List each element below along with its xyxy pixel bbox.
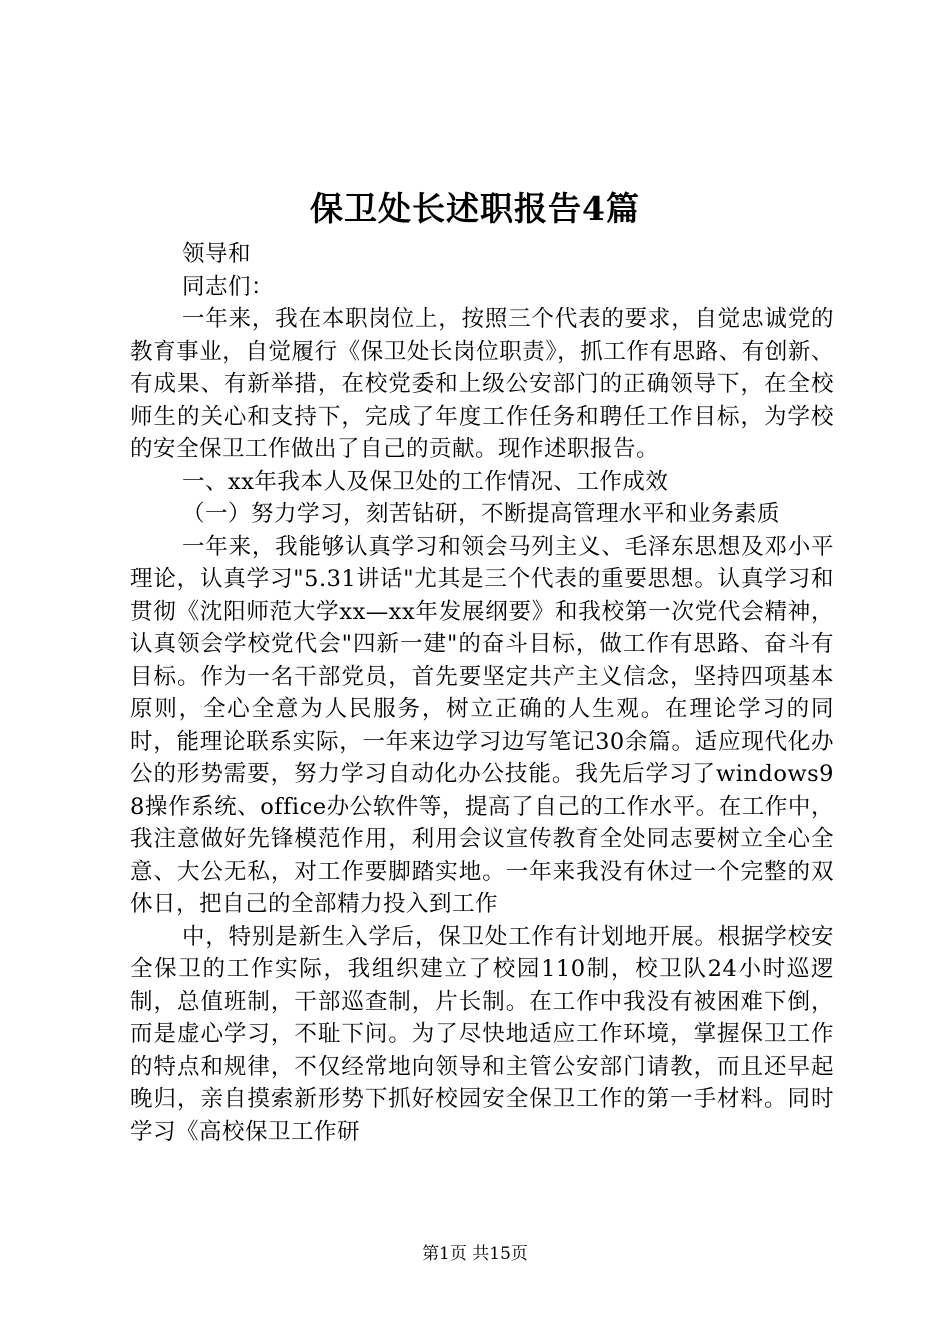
salutation-line-2: 同志们： bbox=[182, 273, 275, 300]
document-body bbox=[130, 238, 834, 1148]
paragraph-work: 中，特别是新生入学后，保卫处工作有计划地开展。根据学校安全保卫的工作实际，我组织建立了校园110制，校卫队24小时巡逻制，总值班制，干部巡查制，片长制。在工作中我没有被困难下倒，而是虚心学习，不耻下问。为了尽快地适应工作环境，掌握保卫工作的特点和规律，不仅经常地向领导和主管公安部门请教，而且还早起晚归，亲自摸索新形势下抓好校园安全保卫工作的第一手材料。同时学习《高校保卫工作研 bbox=[130, 923, 834, 1145]
document-title: 保卫处长述职报告4篇 bbox=[310, 189, 640, 228]
section-heading: 一、xx年我本人及保卫处的工作情况、工作成效 bbox=[182, 468, 669, 495]
paragraph-intro: 一年来，我在本职岗位上，按照三个代表的要求，自觉忠诚党的教育事业，自觉履行《保卫处长岗位职责》，抓工作有思路、有创新、有成果、有新举措，在校党委和上级公安部门的正确领导下，在全校师生的关心和支持下，完成了年度工作任务和聘任工作目标，为学校的安全保卫工作做出了自己的贡献。现作述职报告。 bbox=[130, 306, 834, 462]
salutation-line-1: 领导和 bbox=[182, 241, 252, 267]
page-number-footer: 第1页 共15页 bbox=[422, 1244, 528, 1264]
subsection-heading: （一）努力学习，刻苦钻研，不断提高管理水平和业务素质 bbox=[182, 501, 781, 527]
paragraph-study: 一年来，我能够认真学习和领会马列主义、毛泽东思想及邓小平理论，认真学习"5.31讲话"尤其是三个代表的重要思想。认真学习和贯彻《沈阳师范大学xx—xx年发展纲要》和我校第一次党代会精神，认真领会学校党代会"四新一建"的奋斗目标，做工作有思路、奋斗有目标。作为一名干部党员，首先要坚定共产主义信念，坚持四项基本原则，全心全意为人民服务，树立正确的人生观。在理论学习的同时，能理论联系实际，一年来边学习边写笔记30余篇。适应现代化办公的形势需要，努力学习自动化办公技能。我先后学习了windows98操作系统、office办公软件等，提高了自己的工作水平。在工作中，我注意做好先锋模范作用，利用会议宣传教育全处同志要树立全心全意、大公无私，对工作要脚踏实地。一年来我没有休过一个完整的双休日，把自己的全部精力投入到工作 bbox=[130, 533, 834, 917]
